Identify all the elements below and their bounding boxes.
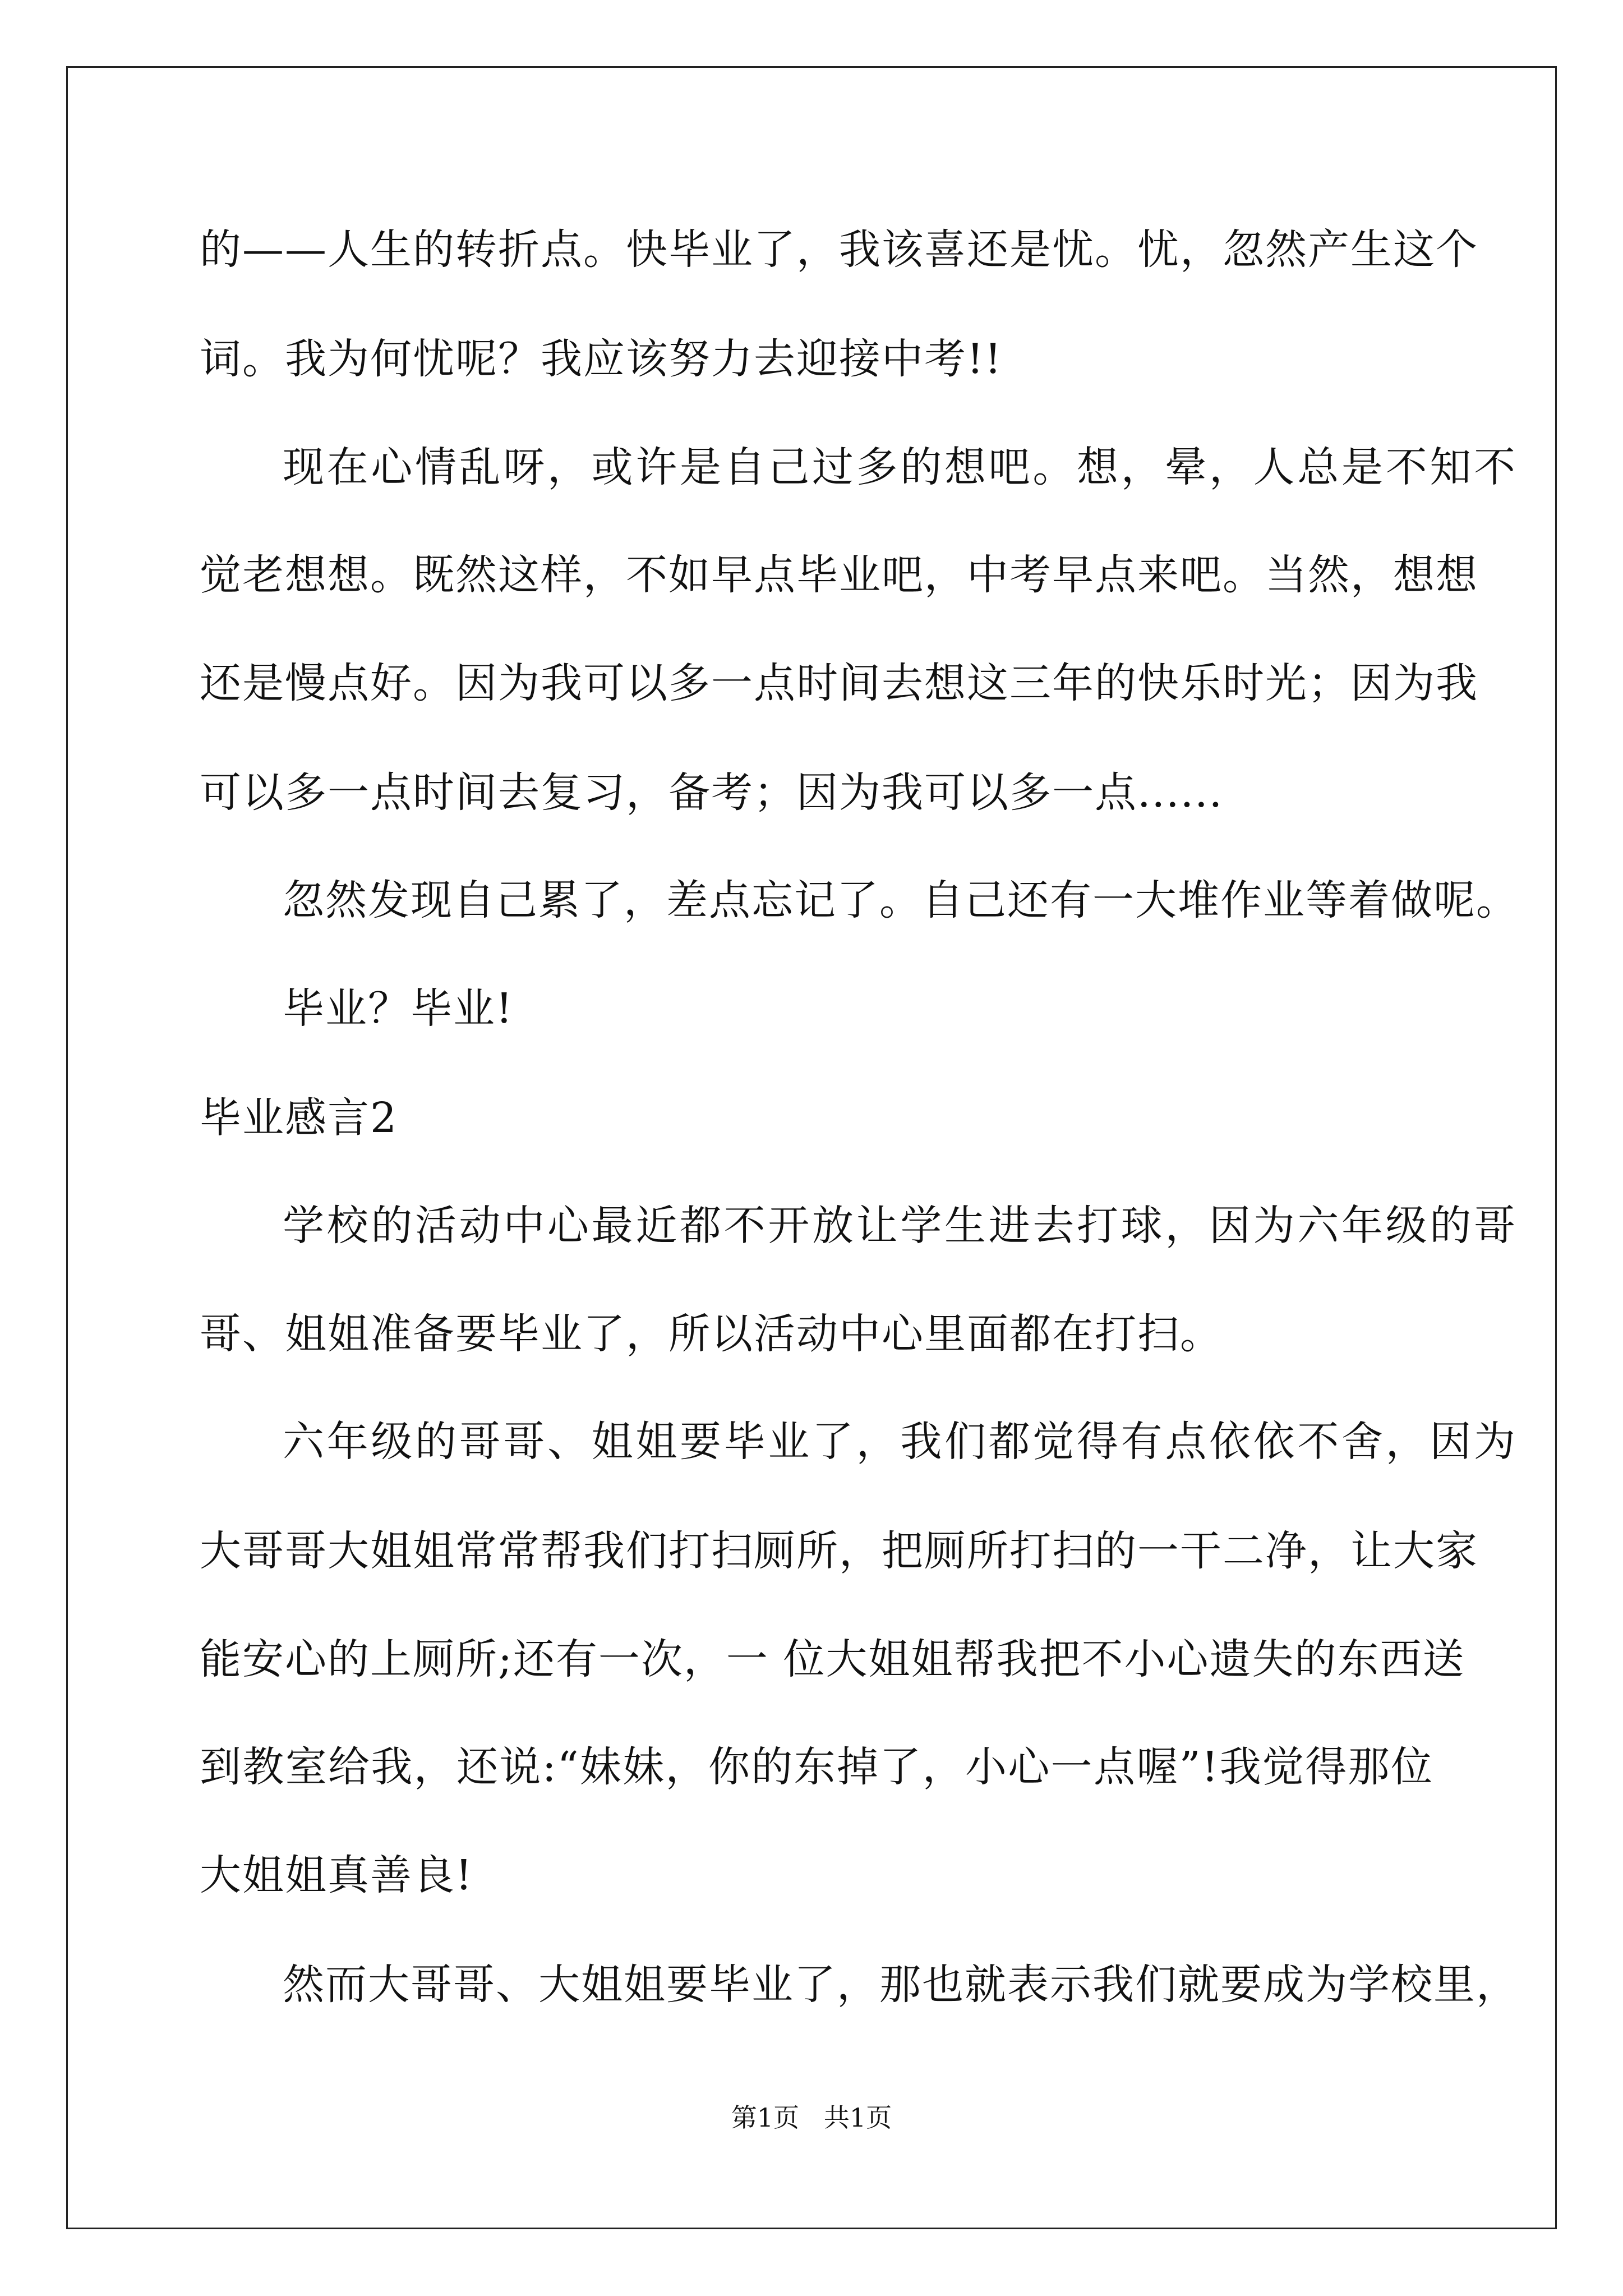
page-footer: 第1页 共1页	[731, 2102, 892, 2133]
text-line: 毕业？毕业!	[283, 984, 514, 1033]
text-line: 可以多一点时间去复习，备考；因为我可以多一点......	[200, 769, 1224, 817]
text-line: 还是慢点好。因为我可以多一点时间去想这三年的快乐时光；因为我	[200, 659, 1478, 707]
text-line: 现在心情乱呀，或许是自己过多的想吧。想，晕，人总是不知不	[283, 443, 1516, 491]
text-line: 大哥哥大姐姐常常帮我们打扫厕所，把厕所打扫的一干二净，让大家	[200, 1527, 1478, 1575]
text-line: 六年级的哥哥、姐姐要毕业了，我们都觉得有点依依不舍，因为	[283, 1418, 1516, 1466]
text-line: 觉老想想。既然这样，不如早点毕业吧，中考早点来吧。当然，想想	[200, 551, 1478, 599]
text-line: 到教室给我，还说:“妹妹，你的东掉了，小心一点喔”!我觉得那位	[200, 1743, 1433, 1791]
text-line: 的——人生的转折点。快毕业了，我该喜还是忧。忧，忽然产生这个	[200, 226, 1478, 274]
section-heading: 毕业感言2	[200, 1094, 398, 1142]
text-line: 忽然发现自己累了，差点忘记了。自己还有一大堆作业等着做呢。	[283, 876, 1519, 924]
text-line: 词。我为何忧呢？我应该努力去迎接中考!!	[200, 335, 1003, 383]
page-border	[66, 66, 1557, 2229]
text-line: 学校的活动中心最近都不开放让学生进去打球，因为六年级的哥	[283, 1202, 1516, 1250]
text-line: 然而大哥哥、大姐姐要毕业了，那也就表示我们就要成为学校里，	[283, 1961, 1519, 2009]
text-line: 能安心的上厕所;还有一次，一 位大姐姐帮我把不小心遗失的东西送	[200, 1635, 1465, 1683]
text-line: 哥、姐姐准备要毕业了，所以活动中心里面都在打扫。	[200, 1310, 1223, 1358]
text-line: 大姐姐真善良!	[200, 1851, 473, 1899]
